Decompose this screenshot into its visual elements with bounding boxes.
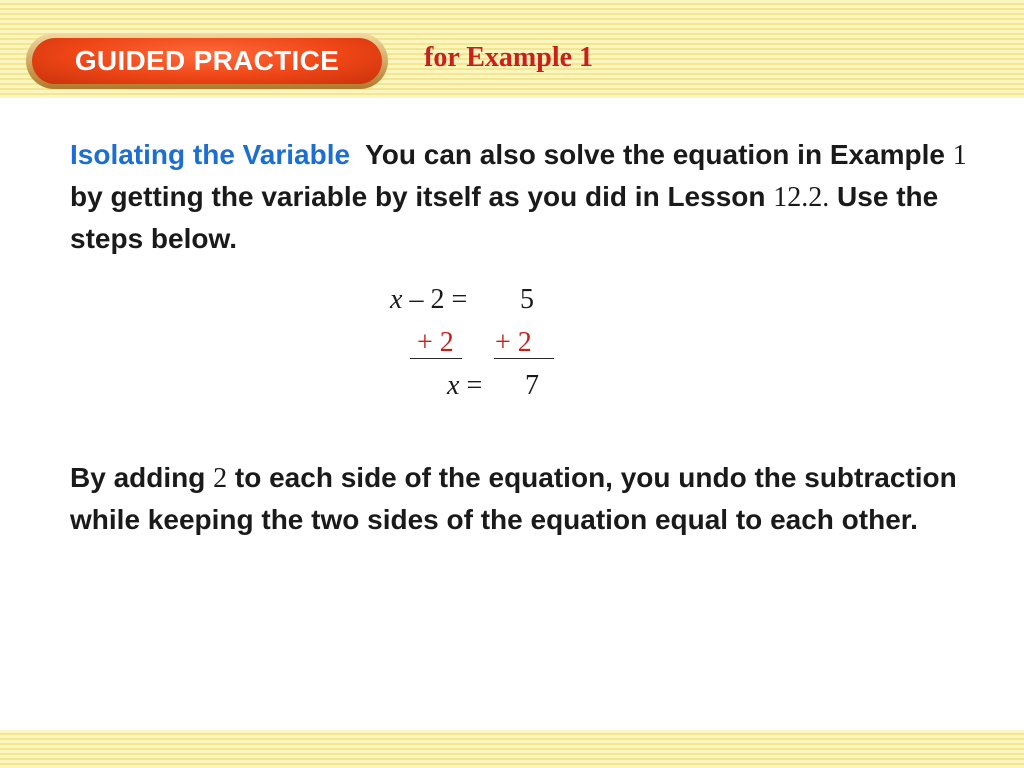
header-subtitle: for Example 1 bbox=[424, 42, 594, 73]
intro-text-2: by getting the variable by itself as you did in Lesson bbox=[70, 181, 774, 212]
add-right: + 2 bbox=[495, 327, 532, 358]
example-number: 1 bbox=[952, 140, 967, 171]
equation-line-1-left bbox=[390, 284, 467, 316]
add-left: + 2 bbox=[417, 327, 454, 358]
explanation-number: 2 bbox=[213, 463, 228, 494]
lesson-number: 12.2. bbox=[773, 182, 830, 213]
intro-text-1: You can also solve the equation in Example bbox=[365, 139, 953, 170]
guided-practice-badge bbox=[32, 38, 382, 84]
variable-x: x bbox=[390, 284, 403, 315]
intro-heading: Isolating the Variable bbox=[70, 139, 351, 170]
equation-line-1-text: – 2 = bbox=[409, 284, 468, 315]
intro-paragraph bbox=[70, 134, 970, 259]
explanation-text-1: By adding bbox=[70, 462, 214, 493]
explanation-text-2: to each side of the equation, you undo the subtraction while keeping the two sides of the equation equal to each other. bbox=[70, 462, 957, 535]
underline-right bbox=[494, 358, 554, 359]
equation-result: 7 bbox=[525, 370, 539, 401]
variable-x-result: x bbox=[447, 370, 460, 401]
equals-sign: = bbox=[466, 370, 483, 401]
underline-left bbox=[410, 358, 462, 359]
equation-line-1-right: 5 bbox=[520, 284, 534, 315]
badge-label: GUIDED PRACTICE bbox=[74, 45, 340, 76]
equation-line-3-left bbox=[447, 370, 482, 402]
explanation-paragraph bbox=[70, 457, 970, 540]
footer-band bbox=[0, 730, 1024, 768]
intro-text-3: Use the steps below. bbox=[70, 181, 939, 254]
